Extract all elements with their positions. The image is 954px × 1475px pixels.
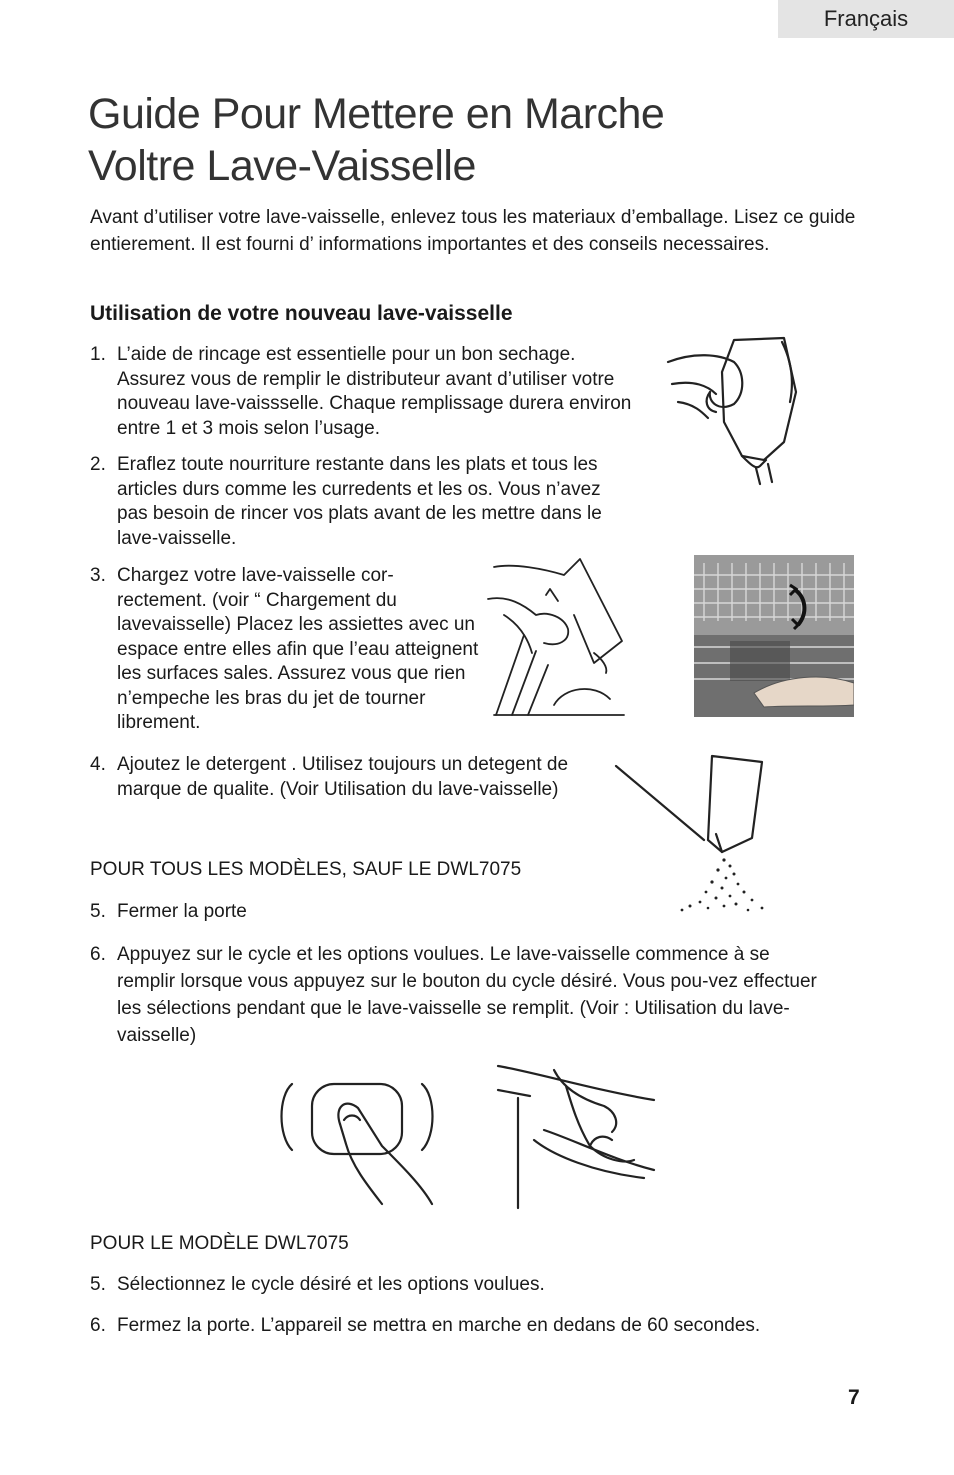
closing-door-illustration [494,1060,659,1210]
step-text: Ajoutez le detergent . Utilisez toujours un detegent de marque de qualite. (Voir Utilisation du lave-vaisselle) [117,754,569,800]
step-number: 2. [90,454,106,475]
intro-paragraph: Avant d’utiliser votre lave-vaisselle, enlevez tous les materiaux d’emballage. Lisez ce guide entierement. Il est fourni d’ informations importantes et des conseils necessaires. [90,207,856,255]
step-number: 5. [90,901,106,922]
pouring-detergent-illustration [612,752,777,915]
title-line-2: Voltre Lave-Vaisselle [88,142,476,190]
step-3 [90,564,482,736]
section-title: Utilisation de votre nouveau lave-vaisselle [90,302,513,325]
step-number: 5. [90,1274,106,1295]
pressing-button-illustration [272,1076,442,1206]
dwl7075-step-6 [90,1314,880,1339]
step-text: Appuyez sur le cycle et les options voulues. Le lave-vaisselle commence à se remplir lorsque vous appuyez sur le bouton du cycle désiré. Vous pou-vez effectuer les sélections pendant que le lave-vaisselle se remplit. (Voir : Utilisation du lave-vaisselle) [117,944,817,1046]
step-number: 3. [90,565,106,586]
dwl7075-step-5 [90,1273,850,1298]
step-text: Sélectionnez le cycle désiré et les options voulues. [117,1274,545,1295]
step-number: 1. [90,344,106,365]
step-1 [90,343,640,441]
all-models-step-5 [90,900,690,925]
step-2 [90,453,625,551]
loading-dishes-illustration [484,555,634,720]
step-text: Eraflez toute nourriture restante dans les plats et tous les articles durs comme les curredents et les os. Vous n’avez pas besoin de rincer vos plats avant de les mettre dans le lave-vaisselle. [117,454,602,549]
dishwasher-rack-photo [694,555,854,717]
step-number: 6. [90,944,106,965]
step-text: L’aide de rincage est essentielle pour un bon sechage. Assurez vous de remplir le distributeur avant d’utiliser votre nouveau lave-vaissselle. Chaque remplissage durera environ entre 1 et 3 mois selon l’usage. [117,344,632,439]
step-text: Fermer la porte [117,901,247,922]
language-tab: Français [778,0,954,38]
step-4 [90,753,580,802]
step-number: 6. [90,1315,106,1336]
page-number: 7 [848,1386,860,1409]
all-models-heading: POUR TOUS LES MODÈLES, SAUF LE DWL7075 [90,859,522,880]
page-title [88,88,664,192]
step-text: Fermez la porte. L’appareil se mettra en marche en dedans de 60 secondes. [117,1315,761,1336]
title-line-1: Guide Pour Mettere en Marche [88,90,665,138]
step-text: Chargez votre lave-vaisselle cor-rectement. (voir “ Chargement du lavevaisselle) Placez les assiettes avec un espace entre elles afin que l’eau atteignent les surfaces sales. Assurez vous que rien n’empeche les bras du jet de tourner librement. [117,565,479,733]
all-models-step-6 [90,941,825,1049]
rinse-aid-bottle-illustration [664,332,804,494]
dwl7075-heading: POUR LE MODÈLE DWL7075 [90,1233,349,1254]
step-number: 4. [90,754,106,775]
